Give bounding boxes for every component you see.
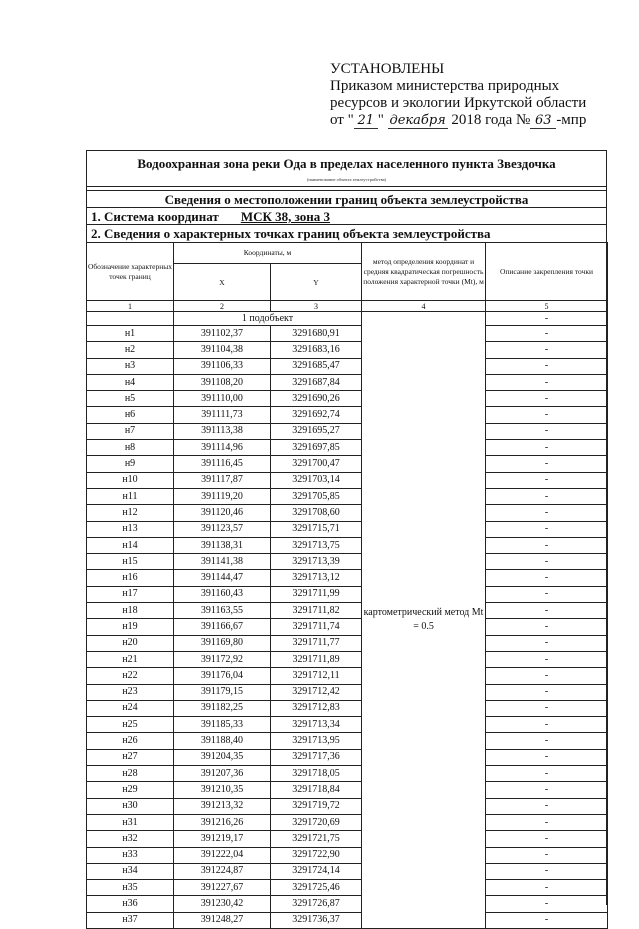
coordinate-system-label: 1. Система координат [91,209,219,224]
y-coordinate-cell: 3291687,84 [271,374,362,390]
table-row [87,847,608,863]
x-coordinate-cell: 391248,27 [174,912,271,928]
divider [86,207,607,208]
point-id-cell: н12 [87,505,174,521]
divider [86,224,607,225]
title-note: (наименование объекта землеустройства) [306,177,387,182]
table-row [87,603,608,619]
point-id-cell: н37 [87,912,174,928]
header-coordinates: Координаты, м [174,243,362,264]
approval-line-2: Приказом министерства природных [330,78,560,94]
x-coordinate-cell: 391120,46 [174,505,271,521]
x-coordinate-cell: 391219,17 [174,831,271,847]
x-coordinate-cell: 391106,33 [174,358,271,374]
y-coordinate-cell: 3291711,74 [271,619,362,635]
point-id-cell: н23 [87,684,174,700]
x-coordinate-cell: 391176,04 [174,668,271,684]
table-row [87,505,608,521]
fixing-description-cell: - [486,586,608,602]
y-coordinate-cell: 3291700,47 [271,456,362,472]
point-id-cell: н7 [87,423,174,439]
point-id-cell: н19 [87,619,174,635]
fixing-description-cell: - [486,407,608,423]
table-row [87,733,608,749]
y-coordinate-cell: 3291695,27 [271,423,362,439]
approval-date-line [330,112,630,129]
y-coordinate-cell: 3291711,89 [271,651,362,667]
fixing-description-cell: - [486,391,608,407]
table-row [87,798,608,814]
fixing-description-cell: - [486,342,608,358]
x-coordinate-cell: 391108,20 [174,374,271,390]
divider [86,186,607,187]
point-id-cell: н33 [87,847,174,863]
handwritten-month: декабря [389,113,446,128]
quote-close: " [377,112,384,128]
fixing-description-cell: - [486,880,608,896]
fixing-description-cell: - [486,798,608,814]
x-coordinate-cell: 391169,80 [174,635,271,651]
coordinate-system [91,209,330,225]
fixing-description-cell: - [486,537,608,553]
y-coordinate-cell: 3291703,14 [271,472,362,488]
point-id-cell: н17 [87,586,174,602]
y-coordinate-cell: 3291712,83 [271,700,362,716]
y-coordinate-cell: 3291713,95 [271,733,362,749]
y-coordinate-cell: 3291712,42 [271,684,362,700]
point-id-cell: н20 [87,635,174,651]
table-row [87,423,608,439]
point-id-cell: н22 [87,668,174,684]
point-id-cell: н5 [87,391,174,407]
table-row [87,472,608,488]
point-id-cell: н31 [87,814,174,830]
method-cell: картометрический метод Mt = 0.5 [362,312,486,929]
table-row [87,619,608,635]
table-row [87,358,608,374]
fixing-description-cell: - [486,782,608,798]
point-id-cell: н9 [87,456,174,472]
fixing-description-cell: - [486,814,608,830]
section-title: Сведения о местоположении границ объекта землеустройства [164,192,529,207]
fixing-description-cell: - [486,749,608,765]
point-id-cell: н6 [87,407,174,423]
x-coordinate-cell: 391227,67 [174,880,271,896]
header-designation: Обозначение характерных точек границ [87,243,174,301]
table-row [87,717,608,733]
fixing-description-cell: - [486,668,608,684]
subobject-empty [87,312,174,326]
point-id-cell: н13 [87,521,174,537]
fixing-description-cell: - [486,863,608,879]
table-row [87,896,608,912]
fixing-description-cell: - [486,472,608,488]
y-coordinate-cell: 3291713,75 [271,537,362,553]
order-suffix: -мпр [556,112,587,128]
header-fixing: Описание закрепления точки [486,243,608,301]
column-number: 2 [174,301,271,312]
point-id-cell: н36 [87,896,174,912]
point-id-cell: н28 [87,766,174,782]
y-coordinate-cell: 3291711,77 [271,635,362,651]
table-row [87,374,608,390]
y-coordinate-cell: 3291717,36 [271,749,362,765]
subobject-row [87,312,608,326]
fixing-description-cell: - [486,505,608,521]
y-coordinate-cell: 3291690,26 [271,391,362,407]
x-coordinate-cell: 391179,15 [174,684,271,700]
table-row [87,456,608,472]
document-title: Водоохранная зона реки Ода в пределах населенного пункта Звездочка [137,156,556,171]
x-coordinate-cell: 391123,57 [174,521,271,537]
x-coordinate-cell: 391163,55 [174,603,271,619]
column-number: 1 [87,301,174,312]
table-row [87,537,608,553]
x-coordinate-cell: 391216,26 [174,814,271,830]
point-id-cell: н30 [87,798,174,814]
y-coordinate-cell: 3291736,37 [271,912,362,928]
y-coordinate-cell: 3291720,69 [271,814,362,830]
table-row [87,635,608,651]
y-coordinate-cell: 3291711,99 [271,586,362,602]
point-id-cell: н10 [87,472,174,488]
y-coordinate-cell: 3291683,16 [271,342,362,358]
y-coordinate-cell: 3291708,60 [271,505,362,521]
y-coordinate-cell: 3291724,14 [271,863,362,879]
fixing-description-cell: - [486,912,608,928]
fixing-description-cell: - [486,440,608,456]
fixing-description-cell: - [486,358,608,374]
fixing-description-cell: - [486,326,608,342]
column-number: 5 [486,301,608,312]
x-coordinate-cell: 391138,31 [174,537,271,553]
coordinate-system-value: МСК 38, зона 3 [240,209,331,224]
y-coordinate-cell: 3291726,87 [271,896,362,912]
header-method: метод определения координат и средняя квадратическая погрешность положения характерной точки (Mt), м [362,243,486,301]
y-coordinate-cell: 3291713,12 [271,570,362,586]
y-coordinate-cell: 3291725,46 [271,880,362,896]
table-row [87,570,608,586]
table-row [87,684,608,700]
x-coordinate-cell: 391113,38 [174,423,271,439]
x-coordinate-cell: 391111,73 [174,407,271,423]
subobject-label: 1 подобъект [174,312,362,326]
x-coordinate-cell: 391230,42 [174,896,271,912]
x-coordinate-cell: 391182,25 [174,700,271,716]
point-id-cell: н24 [87,700,174,716]
point-id-cell: н25 [87,717,174,733]
fixing-description-cell: - [486,847,608,863]
x-coordinate-cell: 391141,38 [174,554,271,570]
header-x: X [174,264,271,301]
x-coordinate-cell: 391172,92 [174,651,271,667]
point-id-cell: н2 [87,342,174,358]
fixing-description-cell: - [486,717,608,733]
x-coordinate-cell: 391160,43 [174,586,271,602]
table-row [87,831,608,847]
table-row [87,766,608,782]
y-coordinate-cell: 3291718,05 [271,766,362,782]
table-row [87,326,608,342]
subobject-fixing: - [486,312,608,326]
fixing-description-cell: - [486,831,608,847]
point-id-cell: н34 [87,863,174,879]
point-id-cell: н29 [87,782,174,798]
year-text: 2018 года № [451,112,531,128]
table-row [87,342,608,358]
point-id-cell: н14 [87,537,174,553]
fixing-description-cell: - [486,733,608,749]
fixing-description-cell: - [486,488,608,504]
fixing-description-cell: - [486,374,608,390]
fixing-description-cell: - [486,684,608,700]
point-id-cell: н32 [87,831,174,847]
y-coordinate-cell: 3291685,47 [271,358,362,374]
table-row [87,880,608,896]
fixing-description-cell: - [486,554,608,570]
table-row [87,814,608,830]
table-row [87,440,608,456]
table-row [87,668,608,684]
handwritten-order-number: 63 [530,114,556,129]
column-number: 4 [362,301,486,312]
table-row [87,749,608,765]
section-2-title: 2. Сведения о характерных точках границ объекта землеустройства [91,226,491,241]
point-id-cell: н3 [87,358,174,374]
y-coordinate-cell: 3291711,82 [271,603,362,619]
fixing-description-cell: - [486,896,608,912]
y-coordinate-cell: 3291719,72 [271,798,362,814]
point-id-cell: н26 [87,733,174,749]
fixing-description-cell: - [486,456,608,472]
x-coordinate-cell: 391224,87 [174,863,271,879]
table-row [87,554,608,570]
x-coordinate-cell: 391188,40 [174,733,271,749]
fixing-description-cell: - [486,423,608,439]
boundary-points-table [86,242,608,929]
point-id-cell: н11 [87,488,174,504]
point-id-cell: н27 [87,749,174,765]
fixing-description-cell: - [486,603,608,619]
table-row [87,782,608,798]
x-coordinate-cell: 391204,35 [174,749,271,765]
y-coordinate-cell: 3291715,71 [271,521,362,537]
table-row [87,391,608,407]
y-coordinate-cell: 3291718,84 [271,782,362,798]
approval-block [330,61,630,129]
header-y: Y [271,264,362,301]
table-row [87,912,608,928]
from-label: от " [330,112,354,128]
table-row [87,488,608,504]
handwritten-day: 21 [354,114,378,129]
x-coordinate-cell: 391114,96 [174,440,271,456]
x-coordinate-cell: 391222,04 [174,847,271,863]
point-id-cell: н8 [87,440,174,456]
fixing-description-cell: - [486,766,608,782]
fixing-description-cell: - [486,570,608,586]
x-coordinate-cell: 391102,37 [174,326,271,342]
x-coordinate-cell: 391104,38 [174,342,271,358]
table-row [87,521,608,537]
y-coordinate-cell: 3291712,11 [271,668,362,684]
x-coordinate-cell: 391144,47 [174,570,271,586]
table-row [87,863,608,879]
x-coordinate-cell: 391210,35 [174,782,271,798]
x-coordinate-cell: 391119,20 [174,488,271,504]
y-coordinate-cell: 3291713,34 [271,717,362,733]
y-coordinate-cell: 3291697,85 [271,440,362,456]
x-coordinate-cell: 391116,45 [174,456,271,472]
table-row [87,407,608,423]
point-id-cell: н18 [87,603,174,619]
table-row [87,651,608,667]
point-id-cell: н16 [87,570,174,586]
point-id-cell: н35 [87,880,174,896]
y-coordinate-cell: 3291680,91 [271,326,362,342]
x-coordinate-cell: 391213,32 [174,798,271,814]
column-number: 3 [271,301,362,312]
y-coordinate-cell: 3291692,74 [271,407,362,423]
y-coordinate-cell: 3291721,75 [271,831,362,847]
point-id-cell: н4 [87,374,174,390]
fixing-description-cell: - [486,619,608,635]
y-coordinate-cell: 3291722,90 [271,847,362,863]
point-id-cell: н1 [87,326,174,342]
table-row [87,586,608,602]
x-coordinate-cell: 391117,87 [174,472,271,488]
x-coordinate-cell: 391185,33 [174,717,271,733]
x-coordinate-cell: 391110,00 [174,391,271,407]
y-coordinate-cell: 3291713,39 [271,554,362,570]
fixing-description-cell: - [486,700,608,716]
x-coordinate-cell: 391207,36 [174,766,271,782]
fixing-description-cell: - [486,635,608,651]
fixing-description-cell: - [486,651,608,667]
point-id-cell: н15 [87,554,174,570]
table-row [87,700,608,716]
point-id-cell: н21 [87,651,174,667]
y-coordinate-cell: 3291705,85 [271,488,362,504]
fixing-description-cell: - [486,521,608,537]
approval-line-3: ресурсов и экологии Иркутской области [330,95,587,111]
divider [86,190,607,191]
x-coordinate-cell: 391166,67 [174,619,271,635]
approval-heading: УСТАНОВЛЕНЫ [330,61,445,77]
